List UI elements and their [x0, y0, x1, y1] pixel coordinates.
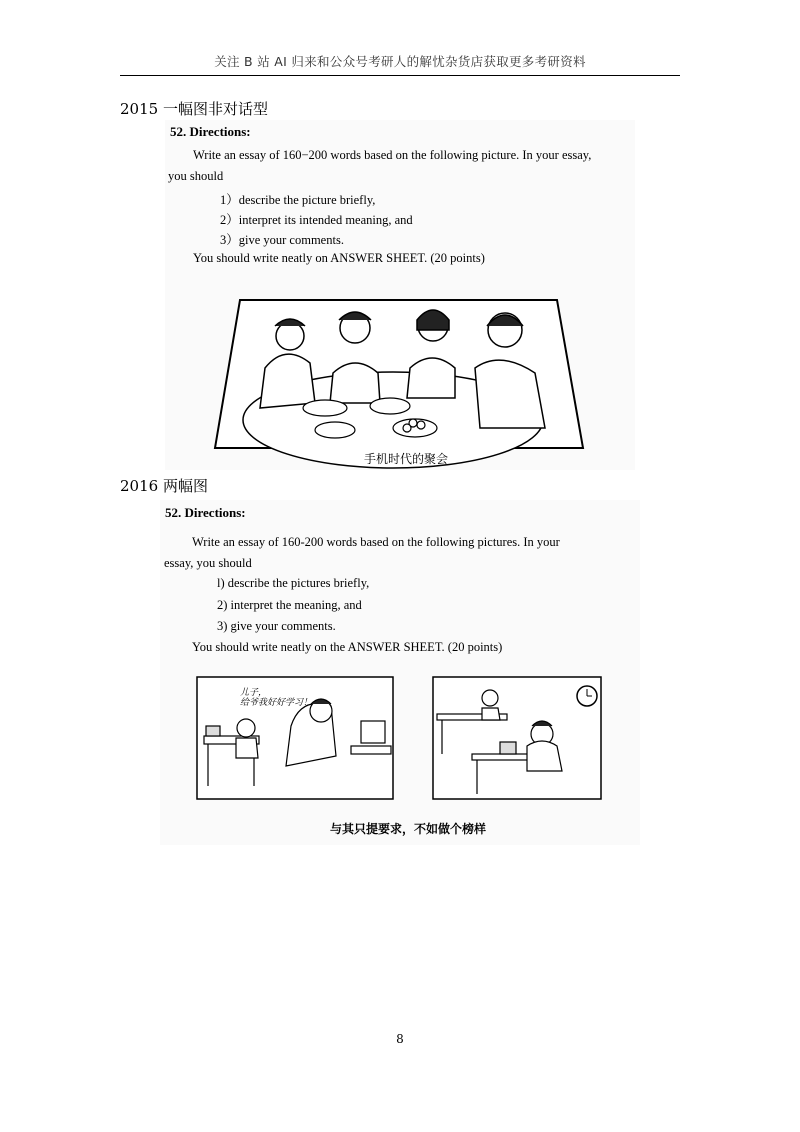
- directions-title: 52. Directions:: [165, 505, 246, 520]
- header-divider: [120, 75, 680, 76]
- page-number: 8: [396, 1032, 404, 1046]
- directions-title: 52. Directions:: [170, 124, 251, 139]
- speech-bubble: 儿子， 给爷我好好学习！: [240, 687, 313, 707]
- directions-intro: Write an essay of 160-200 words based on the following pictures. In your: [192, 535, 560, 549]
- cartoon-caption: 与其只提要求，不如做个榜样: [330, 822, 487, 836]
- directions-footer: You should write neatly on the ANSWER SHEET. (20 points): [192, 640, 503, 654]
- directions-intro: Write an essay of 160−200 words based on the following picture. In your essay,: [193, 148, 592, 162]
- scan-2015: [165, 120, 635, 470]
- directions-item: 2) interpret the meaning, and: [217, 598, 362, 612]
- directions-item: 3）give your comments.: [220, 233, 344, 247]
- directions-item: l) describe the pictures briefly,: [217, 576, 370, 590]
- page-header: 关注 B 站 AI 归来和公众号考研人的解忧杂货店获取更多考研资料: [214, 54, 586, 69]
- section-title-2016: 2016 两幅图: [120, 477, 208, 495]
- cartoon-caption: 手机时代的聚会: [364, 452, 449, 466]
- directions-intro-cont: you should: [168, 169, 224, 183]
- section-title-2015: 2015 一幅图非对话型: [120, 100, 268, 118]
- scan-2016: [160, 500, 640, 845]
- directions-item: 2）interpret its intended meaning, and: [220, 213, 413, 227]
- directions-item: 3) give your comments.: [217, 619, 336, 633]
- directions-footer: You should write neatly on ANSWER SHEET. (20 points): [193, 251, 485, 265]
- cartoon-phone-dinner: [215, 298, 585, 448]
- directions-item: 1）describe the picture briefly,: [220, 193, 376, 207]
- cartoon-panel-parent-study: [432, 676, 602, 800]
- directions-intro-cont: essay, you should: [164, 556, 252, 570]
